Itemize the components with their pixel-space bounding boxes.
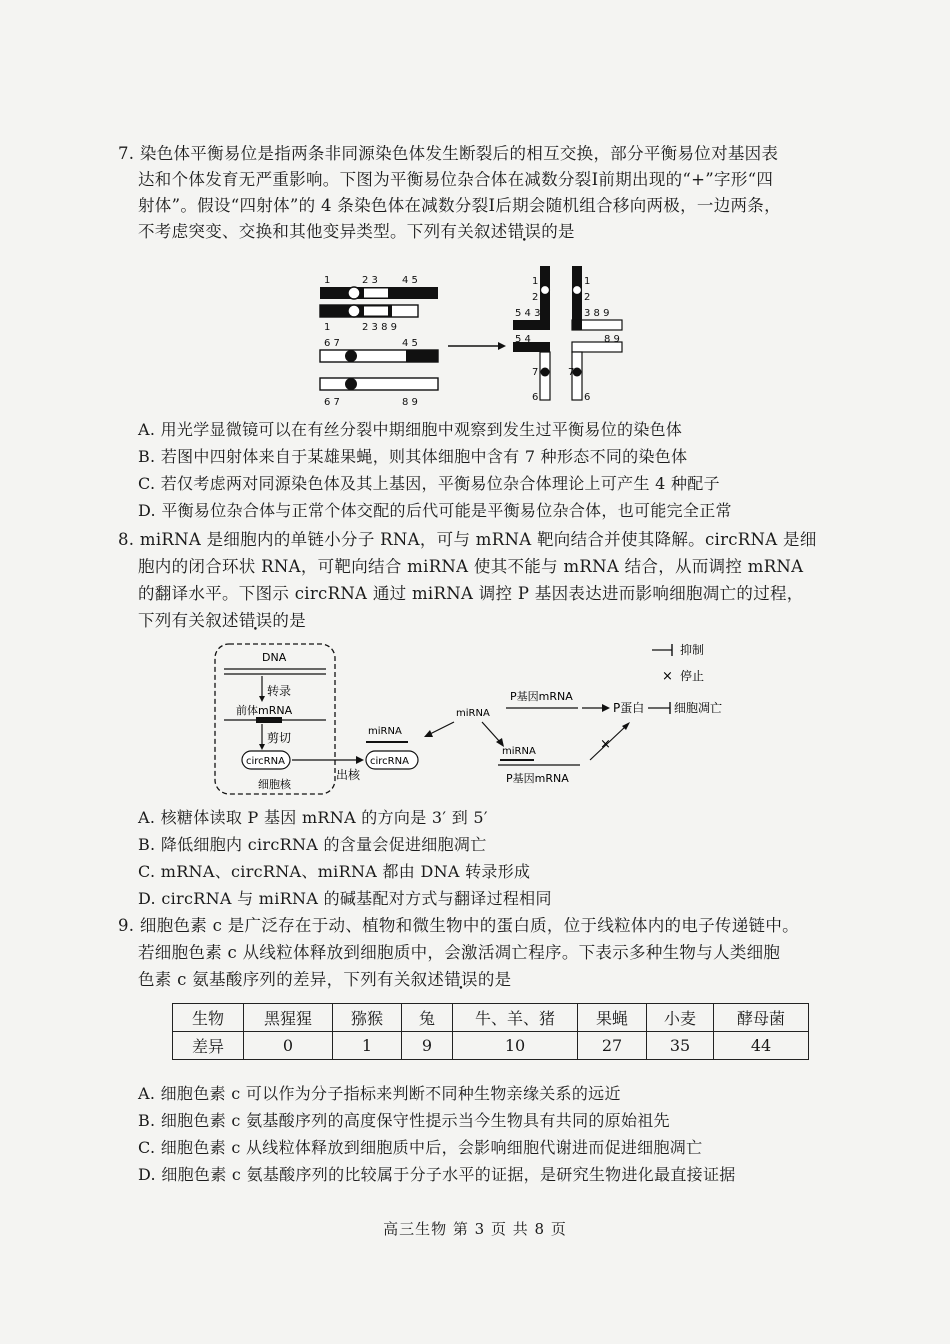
dna-label: DNA — [262, 651, 287, 664]
table-row — [173, 1032, 809, 1060]
mirna-label-bound: miRNA — [368, 726, 402, 737]
q7-option-d: D. 平衡易位杂合体与正常个体交配的后代可能是平衡易位杂合体，也可能完全正常 — [138, 501, 732, 520]
table-cell: 黑猩猩 — [244, 1004, 333, 1032]
normal-chromosome-1 — [320, 287, 438, 299]
transcribe-label: 转录 — [267, 684, 292, 698]
apoptosis-label: 细胞凋亡 — [674, 701, 723, 715]
cytochrome-c-table — [172, 1003, 809, 1060]
q9-stem-text: 色素 c 氨基酸序列的差异，下列有关叙述 — [138, 970, 445, 989]
q9-option-c: C. 细胞色素 c 从线粒体释放到细胞质中后，会影响细胞代谢进而促进细胞凋亡 — [138, 1138, 703, 1157]
q8-circrna-diagram — [200, 638, 760, 798]
q9-emphasis: 错误 — [444, 970, 478, 989]
q7-option-b: B. 若图中四射体来自于某雄果蝇，则其体细胞中含有 7 种形态不同的染色体 — [138, 447, 688, 466]
svg-text:6: 6 — [532, 392, 539, 403]
legend-stop: 停止 — [680, 669, 705, 683]
q9-option-b: B. 细胞色素 c 氨基酸序列的高度保守性提示当今生物具有共同的原始祖先 — [138, 1111, 670, 1130]
svg-text:1: 1 — [324, 322, 331, 333]
q8-option-b: B. 降低细胞内 circRNA 的含量会促进细胞凋亡 — [138, 835, 487, 854]
q7-option-a: A. 用光学显微镜可以在有丝分裂中期细胞中观察到发生过平衡易位的染色体 — [138, 420, 683, 439]
stop-mark: × — [600, 737, 611, 752]
q7-line-2: 达和个体发育无严重影响。下图为平衡易位杂合体在减数分裂Ⅰ前期出现的“+”字形“四 — [138, 170, 774, 189]
p-mrna-label-bottom: P基因mRNA — [506, 772, 569, 785]
q7-line-1: 7. 染色体平衡易位是指两条非同源染色体发生断裂后的相互交换，部分平衡易位对基因表 — [118, 144, 779, 163]
q8-line-1: 8. miRNA 是细胞内的单链小分子 RNA，可与 mRNA 靶向结合并使其降解。circRNA 是细 — [118, 530, 817, 549]
normal-chromosome-2 — [320, 378, 438, 390]
pre-mrna-label: 前体mRNA — [236, 704, 293, 717]
q8-option-c: C. mRNA、circRNA、miRNA 都由 DNA 转录形成 — [138, 862, 531, 881]
q8-option-d: D. circRNA 与 miRNA 的碱基配对方式与翻译过程相同 — [138, 889, 552, 908]
mirna-label-free: miRNA — [456, 708, 490, 719]
q9-suffix: 的是 — [477, 970, 512, 989]
svg-text:2: 2 — [584, 292, 591, 303]
page-footer: 高三生物 第 3 页 共 8 页 — [383, 1220, 567, 1238]
q7-emphasis: 错误 — [507, 222, 542, 241]
q9-line-1: 9. 细胞色素 c 是广泛存在于动、植物和微生物中的蛋白质，位于线粒体内的电子传递链中。 — [118, 916, 799, 935]
q8-emphasis: 错误 — [238, 611, 273, 630]
svg-text:2 3 8 9: 2 3 8 9 — [362, 322, 397, 333]
table-cell: 猕猴 — [333, 1004, 402, 1032]
svg-text:7: 7 — [532, 367, 539, 378]
table-cell: 27 — [578, 1032, 647, 1060]
svg-text:2: 2 — [532, 292, 539, 303]
q8-line-3: 的翻译水平。下图示 circRNA 通过 miRNA 调控 P 基因表达进而影响细胞凋亡的过程， — [138, 584, 804, 603]
q8-line-4 — [138, 609, 306, 633]
table-cell: 兔 — [402, 1004, 453, 1032]
q9-option-d: D. 细胞色素 c 氨基酸序列的比较属于分子水平的证据，是研究生物进化最直接证据 — [138, 1165, 736, 1184]
q7-line-4 — [138, 220, 575, 244]
q7-suffix: 的是 — [541, 222, 575, 241]
circrna-label-cytoplasm: circRNA — [370, 756, 409, 767]
q8-stem-text: 下列有关叙述 — [138, 611, 239, 630]
svg-text:6 7: 6 7 — [324, 397, 340, 408]
q9-line-2: 若细胞色素 c 从线粒体释放到细胞质中，会激活凋亡程序。下表示多种生物与人类细胞 — [138, 943, 781, 962]
q7-stem-text: 不考虑突变、交换和其他变异类型。下列有关叙述 — [138, 222, 508, 241]
legend-stop-mark: × — [662, 669, 673, 684]
table-cell: 10 — [453, 1032, 578, 1060]
table-cell: 9 — [402, 1032, 453, 1060]
exit-nucleus-label: 出核 — [336, 768, 361, 782]
svg-text:1: 1 — [532, 276, 539, 287]
table-cell: 牛、羊、猪 — [453, 1004, 578, 1032]
dna-strand — [224, 669, 326, 674]
svg-text:5 4 3: 5 4 3 — [515, 308, 541, 319]
svg-text:3 8 9: 3 8 9 — [584, 308, 610, 319]
pre-mrna-strand — [224, 717, 326, 723]
svg-text:8 9: 8 9 — [604, 334, 620, 345]
quadrivalent-cross — [513, 266, 622, 400]
table-cell: 果蝇 — [578, 1004, 647, 1032]
table-header-row — [173, 1004, 809, 1032]
nucleus-label: 细胞核 — [258, 778, 291, 791]
svg-text:6 7: 6 7 — [324, 338, 340, 349]
table-cell: 小麦 — [647, 1004, 714, 1032]
q7-line-3: 射体”。假设“四射体”的 4 条染色体在减数分裂Ⅰ后期会随机组合移向两极，一边两条， — [138, 196, 781, 215]
svg-text:8 9: 8 9 — [402, 397, 418, 408]
table-cell: 差异 — [173, 1032, 244, 1060]
table-cell: 1 — [333, 1032, 402, 1060]
mirna-label-on-mrna: miRNA — [502, 746, 536, 757]
q8-suffix: 的是 — [272, 611, 307, 630]
q7-translocation-diagram — [310, 262, 640, 412]
table-cell: 0 — [244, 1032, 333, 1060]
translocated-chromosome-2 — [320, 350, 438, 362]
q7-option-c: C. 若仅考虑两对同源染色体及其上基因，平衡易位杂合体理论上可产生 4 种配子 — [138, 474, 720, 493]
svg-text:1: 1 — [324, 275, 331, 286]
svg-text:4 5: 4 5 — [402, 275, 418, 286]
q8-line-2: 胞内的闭合环状 RNA，可靶向结合 miRNA 使其不能与 mRNA 结合，从而调控 mRNA — [138, 557, 804, 576]
table-cell: 44 — [714, 1032, 809, 1060]
table-cell: 35 — [647, 1032, 714, 1060]
table-cell: 生物 — [173, 1004, 244, 1032]
circrna-label-nucleus: circRNA — [246, 756, 285, 767]
q9-line-3 — [138, 968, 511, 992]
cut-label: 剪切 — [267, 731, 292, 745]
legend-inhibit: 抑制 — [680, 643, 705, 657]
svg-text:1: 1 — [584, 276, 591, 287]
svg-text:7: 7 — [568, 367, 575, 378]
svg-text:5 4: 5 4 — [515, 334, 531, 345]
svg-text:4 5: 4 5 — [402, 338, 418, 349]
p-protein-label: P蛋白 — [613, 701, 645, 715]
transformation-arrow — [448, 342, 506, 350]
translocated-chromosome-1 — [320, 305, 418, 317]
q8-option-a: A. 核糖体读取 P 基因 mRNA 的方向是 3′ 到 5′ — [138, 808, 488, 827]
table-cell: 酵母菌 — [714, 1004, 809, 1032]
svg-text:6: 6 — [584, 392, 591, 403]
q9-option-a: A. 细胞色素 c 可以作为分子指标来判断不同种生物亲缘关系的远近 — [138, 1084, 621, 1103]
svg-text:2 3: 2 3 — [362, 275, 378, 286]
right-gene-labels — [515, 276, 620, 403]
p-mrna-label-top: P基因mRNA — [510, 690, 573, 703]
